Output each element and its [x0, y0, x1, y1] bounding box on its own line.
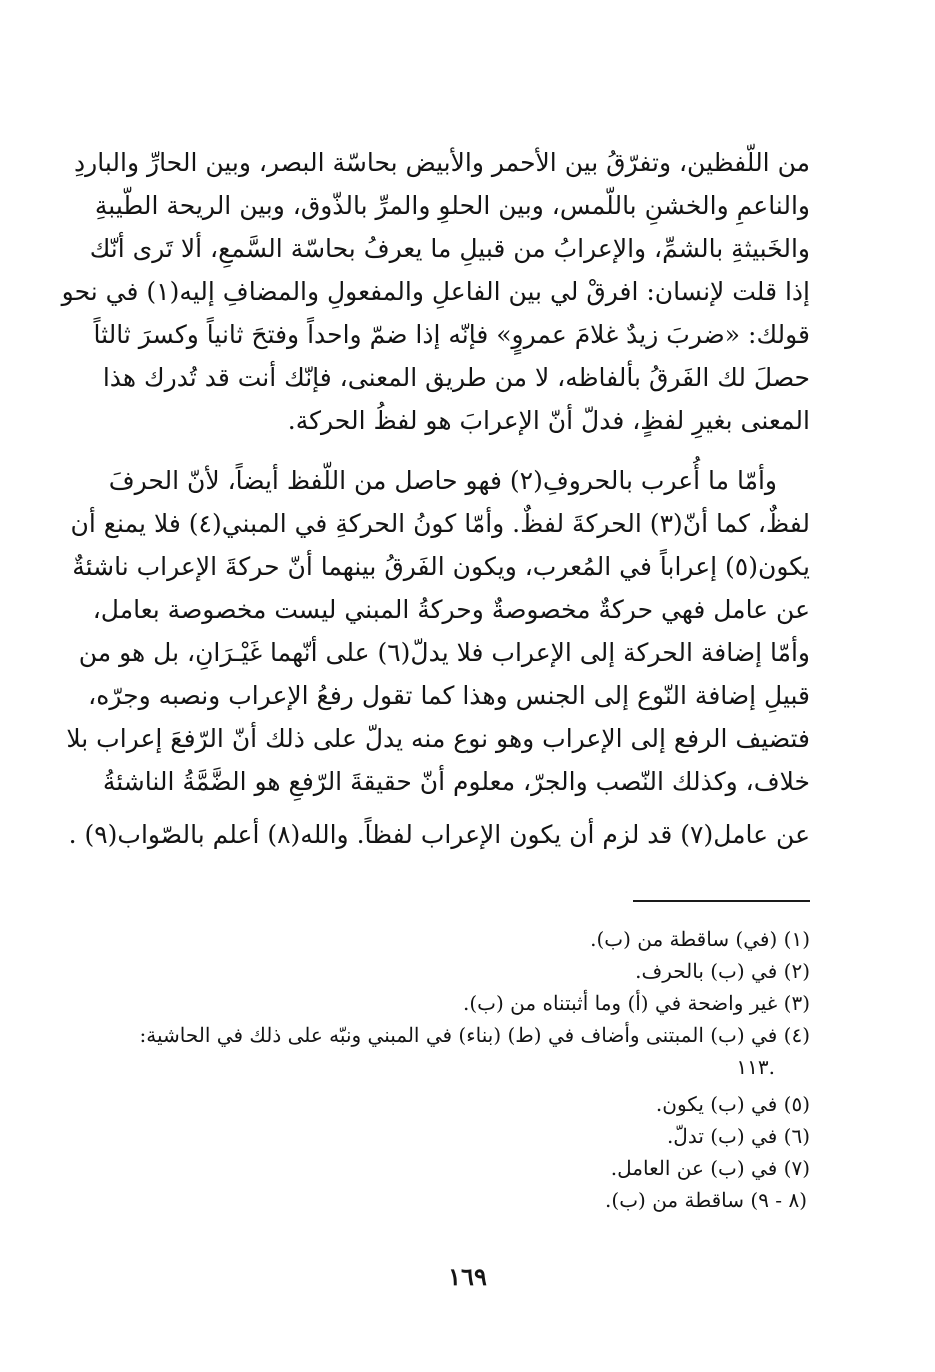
text-line: عن عامل فهي حركةٌ مخصوصةٌ وحركةُ المبني ليست مخصوصة بعامل، [92, 595, 810, 624]
footnote-item: (١) (في) ساقطة من (ب). [590, 927, 810, 951]
text-line: عن عامل(٧) قد لزم أن يكون الإعراب لفظاً. والله(٨) أعلم بالصّواب(٩) . [68, 820, 810, 849]
text-line: قولك: «ضربَ زيدٌ غلامَ عمروٍ» فإنّه إذا ضمّ واحداً وفتحَ ثانياً وكسرَ ثالثاً [93, 320, 810, 349]
text-line: لفظٌ، كما أنّ(٣) الحركةَ لفظٌ. وأمّا كونُ الحركةِ في المبني(٤) فلا يمنع أن [70, 509, 810, 538]
text-line: وأمّا ما أُعرب بالحروفِ(٢) فهو حاصل من اللّفظ أيضاً، لأنّ الحرفَ [108, 466, 777, 495]
text-line: خلاف، وكذلك النّصب والجرّ، معلوم أنّ حقيقةَ الرّفعِ هو الضَّمَّةُ الناشئةُ [102, 767, 810, 796]
footnote-item: (٨ - ٩) ساقطة من (ب). [605, 1188, 807, 1212]
footnote-item: (٦) في (ب) تدلّ. [666, 1124, 810, 1148]
text-line: من اللّفظين، وتفرّقُ بين الأحمر والأبيض بحاسّة البصر، وبين الحارِّ والباردِ [74, 148, 810, 177]
footnote-item: (٤) في (ب) المبتنى وأضاف في (ط) (بناء) في المبني ونبّه على ذلك في الحاشية: [139, 1023, 810, 1047]
footnote-item: .١١٣ [736, 1055, 775, 1079]
footnote-item: (٢) في (ب) بالحرف. [635, 959, 810, 983]
text-line: والخَبيثةِ بالشمِّ، والإعرابُ من قبيلِ ما يعرفُ بحاسّة السَّمعِ، ألا تَرى أنّك [89, 234, 810, 263]
text-line: المعنى بغيرِ لفظٍ، فدلّ أنّ الإعرابَ هو لفظُ الحركة. [287, 406, 810, 435]
text-line: إذا قلت لإنسان: افرقْ لي بين الفاعلِ والمفعولِ والمضافِ إليه(١) في نحو [61, 277, 810, 306]
footnote-item: (٧) في (ب) عن العامل. [610, 1156, 810, 1180]
footnote-item: (٣) غير واضحة في (أ) وما أثبتناه من (ب). [463, 991, 810, 1015]
text-line: والناعمِ والخشنِ باللّمس، وبين الحلوِ والمرِّ بالذّوق، وبين الريحة الطّيبةِ [94, 191, 810, 220]
text-line: حصلَ لك الفَرقُ بألفاظه، لا من طريق المعنى، فإنّك أنت قد تُدرك هذا [102, 363, 810, 392]
text-line: قبيلِ إضافة النّوع إلى الجنس وهذا كما تقول رفعُ الإعراب ونصبه وجرّه، [88, 681, 810, 710]
text-line: يكون(٥) إعراباً في المُعرب، ويكون الفَرقُ بينهما أنّ حركةَ الإعراب ناشئةٌ [72, 552, 810, 581]
footnote-divider [633, 900, 810, 902]
footnote-item: (٥) في (ب) يكون. [655, 1092, 810, 1116]
text-line: فتضيف الرفع إلى الإعراب وهو نوع منه يدلّ على ذلك أنّ الرّفعَ إعراب بلا [66, 724, 810, 753]
text-line: وأمّا إضافة الحركة إلى الإعراب فلا يدلّ(٦) على أنّهما غَيْـرَانِ، بل هو من [78, 638, 810, 667]
page-number: ١٦٩ [448, 1262, 487, 1291]
